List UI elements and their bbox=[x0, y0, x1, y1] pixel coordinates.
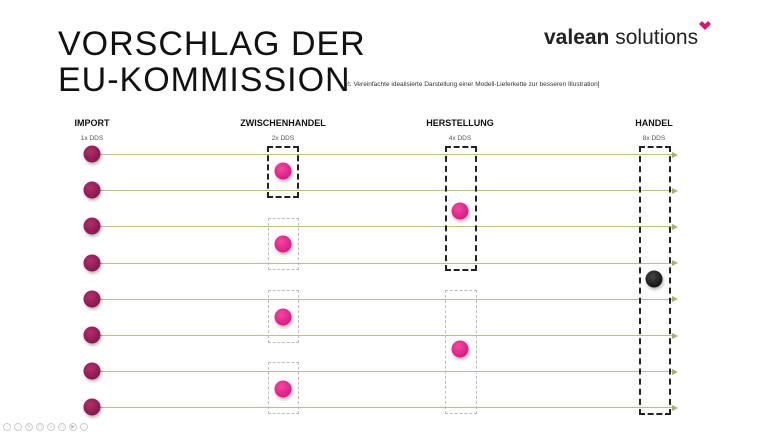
arrow-right-icon bbox=[672, 405, 678, 411]
logo-heart-icon bbox=[698, 20, 712, 34]
arrow-right-icon bbox=[672, 296, 678, 302]
slideshow-control-button[interactable]: ▢ bbox=[37, 424, 43, 430]
zwischenhandel-node bbox=[275, 309, 292, 326]
arrow-right-icon bbox=[672, 369, 678, 375]
supply-chain-line bbox=[92, 335, 674, 336]
zwischenhandel-node bbox=[275, 236, 292, 253]
supply-chain-line bbox=[92, 407, 674, 408]
page-title-line2: EU-KOMMISSION bbox=[58, 61, 351, 99]
import-node bbox=[84, 363, 101, 380]
slideshow-control-button[interactable]: ▭ bbox=[59, 424, 65, 430]
import-node bbox=[84, 399, 101, 416]
logo-bold: valean bbox=[544, 26, 610, 49]
column-header-zwischenhandel: ZWISCHENHANDEL bbox=[240, 118, 326, 128]
supply-chain-line bbox=[92, 299, 674, 300]
herstellung-node bbox=[452, 341, 469, 358]
import-node bbox=[84, 146, 101, 163]
logo-light: solutions bbox=[609, 26, 699, 49]
supply-chain-line bbox=[92, 371, 674, 372]
dds-count-zwischenhandel: 2x DDS bbox=[271, 135, 295, 142]
import-node bbox=[84, 290, 101, 307]
supply-chain-line bbox=[92, 154, 674, 155]
arrow-right-icon bbox=[672, 333, 678, 339]
import-node bbox=[84, 254, 101, 271]
arrow-right-icon bbox=[672, 260, 678, 266]
dds-count-import: 1x DDS bbox=[80, 135, 104, 142]
supply-chain-line bbox=[92, 226, 674, 227]
column-header-handel: HANDEL bbox=[635, 118, 673, 128]
arrow-right-icon bbox=[672, 224, 678, 230]
slideshow-control-button[interactable]: ‹ bbox=[3, 423, 11, 431]
import-node bbox=[84, 182, 101, 199]
herstellung-node bbox=[452, 203, 469, 220]
slideshow-controls bbox=[3, 423, 88, 431]
column-header-import: IMPORT bbox=[74, 118, 110, 128]
dds-count-herstellung: 4x DDS bbox=[448, 135, 472, 142]
import-node bbox=[84, 327, 101, 344]
page-title-line1: VORSCHLAG DER bbox=[58, 25, 366, 63]
supply-chain-line bbox=[92, 263, 674, 264]
logo bbox=[544, 26, 698, 50]
slideshow-control-button[interactable]: ⌕ bbox=[47, 423, 55, 431]
zwischenhandel-node bbox=[275, 381, 292, 398]
illustration-note: [⚠ Vereinfachte idealisierte Darstellung einer Modell-Lieferkette zur besseren Illustration] bbox=[344, 81, 600, 88]
arrow-right-icon bbox=[672, 188, 678, 194]
handel-node bbox=[646, 271, 663, 288]
zwischenhandel-node bbox=[275, 163, 292, 180]
column-header-herstellung: HERSTELLUNG bbox=[426, 118, 494, 128]
arrow-right-icon bbox=[672, 152, 678, 158]
supply-chain-line bbox=[92, 190, 674, 191]
slideshow-control-button[interactable]: › bbox=[14, 423, 22, 431]
slideshow-control-button[interactable]: … bbox=[81, 424, 87, 430]
slideshow-control-button[interactable]: ✎ bbox=[26, 424, 32, 430]
dds-count-handel: 8x DDS bbox=[642, 135, 666, 142]
slideshow-control-button[interactable]: ▶ bbox=[69, 423, 77, 431]
import-node bbox=[84, 218, 101, 235]
